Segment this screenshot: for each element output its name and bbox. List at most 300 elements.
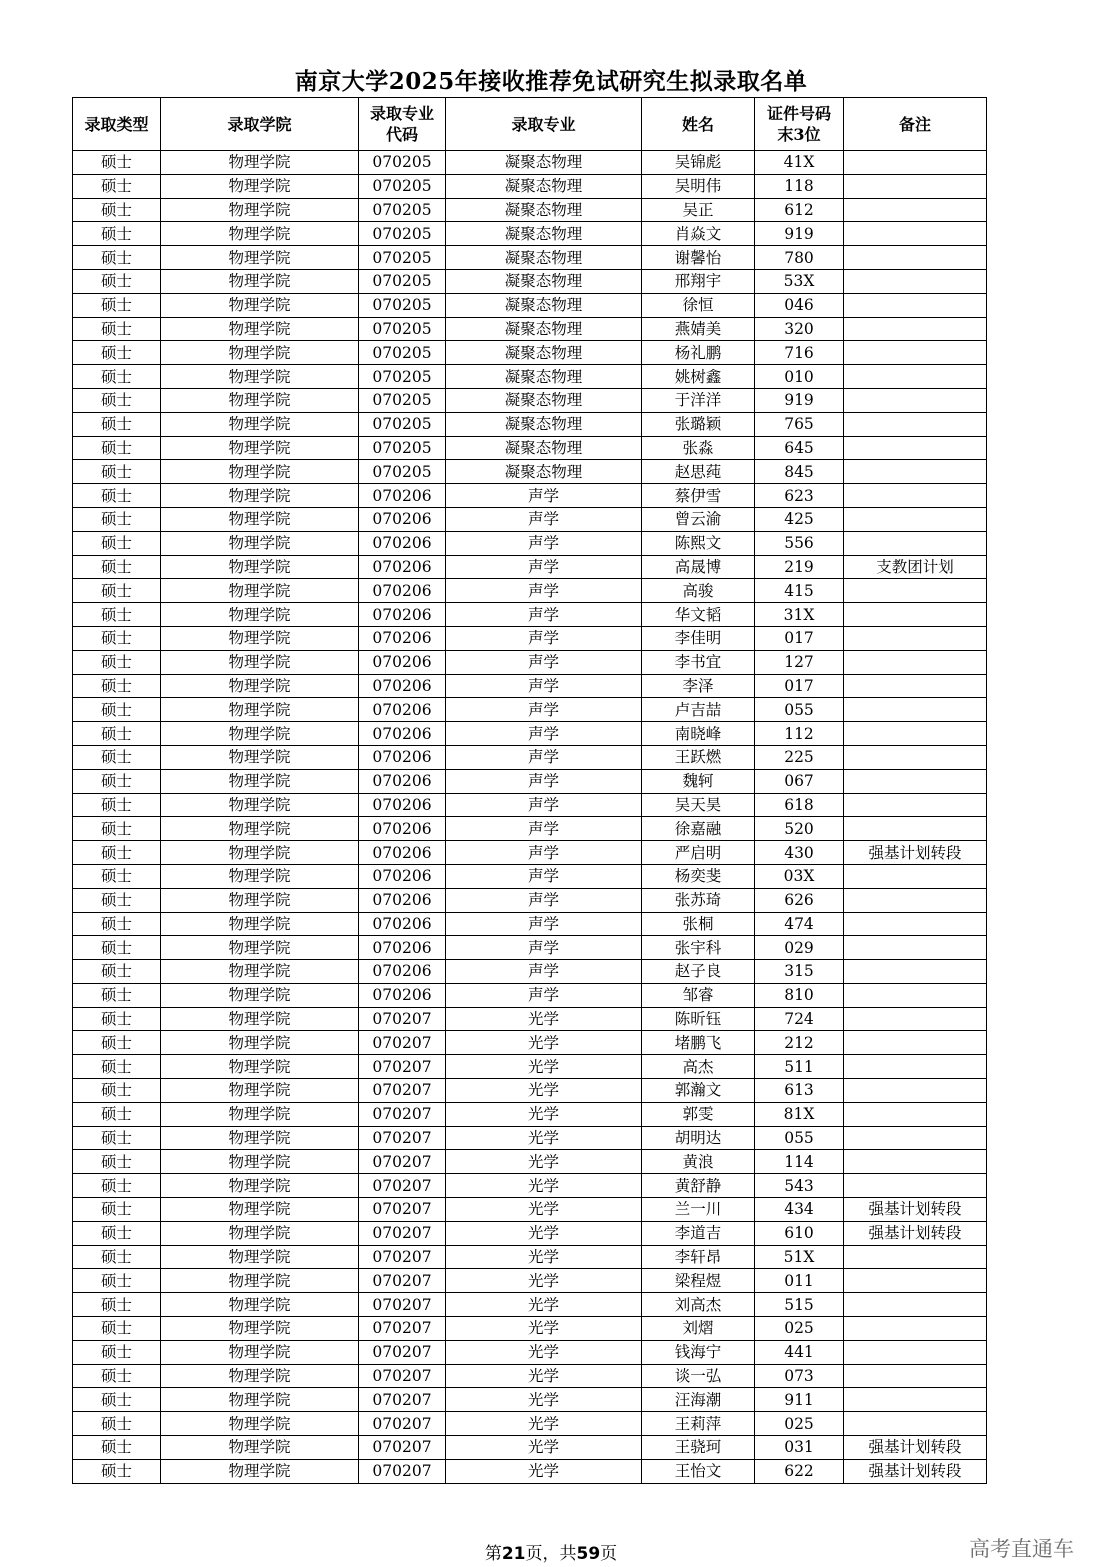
cell-name: 堵鹏飞 — [642, 1031, 755, 1055]
cell-major-code: 070206 — [359, 555, 446, 579]
cell-id-last3: 51X — [755, 1245, 844, 1269]
cell-major: 光学 — [446, 1340, 642, 1364]
cell-major: 声学 — [446, 484, 642, 508]
cell-college: 物理学院 — [161, 388, 359, 412]
cell-major: 声学 — [446, 579, 642, 603]
cell-name: 徐恒 — [642, 293, 755, 317]
cell-major-code: 070207 — [359, 1412, 446, 1436]
cell-admission-type: 硕士 — [73, 888, 161, 912]
cell-college: 物理学院 — [161, 269, 359, 293]
cell-admission-type: 硕士 — [73, 222, 161, 246]
table-row — [73, 1245, 987, 1269]
table-row — [73, 674, 987, 698]
cell-remarks — [844, 174, 987, 198]
table-row — [73, 151, 987, 175]
cell-major: 光学 — [446, 1126, 642, 1150]
cell-major-code: 070206 — [359, 650, 446, 674]
document-title: 南京大学2025年接收推荐免试研究生拟录取名单 — [294, 68, 808, 95]
cell-remarks — [844, 1126, 987, 1150]
cell-college: 物理学院 — [161, 365, 359, 389]
cell-remarks — [844, 817, 987, 841]
cell-major-code: 070207 — [359, 1198, 446, 1222]
table-row — [73, 1174, 987, 1198]
cell-admission-type: 硕士 — [73, 1245, 161, 1269]
cell-major: 凝聚态物理 — [446, 151, 642, 175]
cell-name: 梁程煜 — [642, 1269, 755, 1293]
cell-college: 物理学院 — [161, 555, 359, 579]
admission-list-table — [72, 97, 987, 1484]
cell-remarks — [844, 1245, 987, 1269]
table-row — [73, 1055, 987, 1079]
cell-admission-type: 硕士 — [73, 983, 161, 1007]
cell-admission-type: 硕士 — [73, 412, 161, 436]
cell-college: 物理学院 — [161, 1102, 359, 1126]
cell-major: 声学 — [446, 531, 642, 555]
cell-admission-type: 硕士 — [73, 1198, 161, 1222]
cell-major: 光学 — [446, 1459, 642, 1483]
cell-major: 声学 — [446, 769, 642, 793]
cell-admission-type: 硕士 — [73, 1364, 161, 1388]
cell-name: 郭瀚文 — [642, 1079, 755, 1103]
cell-major-code: 070207 — [359, 1388, 446, 1412]
cell-name: 陈昕钰 — [642, 1007, 755, 1031]
cell-admission-type: 硕士 — [73, 484, 161, 508]
cell-admission-type: 硕士 — [73, 1436, 161, 1460]
cell-college: 物理学院 — [161, 888, 359, 912]
cell-college: 物理学院 — [161, 769, 359, 793]
cell-name: 燕婧美 — [642, 317, 755, 341]
table-row — [73, 293, 987, 317]
cell-major-code: 070205 — [359, 317, 446, 341]
cell-major-code: 070207 — [359, 1221, 446, 1245]
cell-major: 凝聚态物理 — [446, 436, 642, 460]
cell-admission-type: 硕士 — [73, 793, 161, 817]
cell-remarks: 强基计划转段 — [844, 1198, 987, 1222]
cell-major: 凝聚态物理 — [446, 293, 642, 317]
cell-name: 邹睿 — [642, 983, 755, 1007]
cell-major: 声学 — [446, 936, 642, 960]
cell-major-code: 070206 — [359, 841, 446, 865]
table-row — [73, 341, 987, 365]
cell-remarks — [844, 960, 987, 984]
cell-remarks — [844, 864, 987, 888]
cell-admission-type: 硕士 — [73, 1007, 161, 1031]
cell-id-last3: 114 — [755, 1150, 844, 1174]
cell-admission-type: 硕士 — [73, 1269, 161, 1293]
cell-remarks: 强基计划转段 — [844, 1221, 987, 1245]
cell-id-last3: 474 — [755, 912, 844, 936]
cell-name: 张璐颖 — [642, 412, 755, 436]
table-row — [73, 579, 987, 603]
cell-remarks — [844, 341, 987, 365]
cell-remarks — [844, 1174, 987, 1198]
cell-remarks: 强基计划转段 — [844, 1436, 987, 1460]
cell-college: 物理学院 — [161, 1340, 359, 1364]
cell-id-last3: 067 — [755, 769, 844, 793]
cell-admission-type: 硕士 — [73, 1388, 161, 1412]
cell-name: 姚树鑫 — [642, 365, 755, 389]
table-row — [73, 1221, 987, 1245]
cell-id-last3: 911 — [755, 1388, 844, 1412]
cell-college: 物理学院 — [161, 1079, 359, 1103]
cell-admission-type: 硕士 — [73, 436, 161, 460]
cell-id-last3: 430 — [755, 841, 844, 865]
cell-remarks — [844, 151, 987, 175]
cell-admission-type: 硕士 — [73, 317, 161, 341]
table-row — [73, 1293, 987, 1317]
cell-college: 物理学院 — [161, 698, 359, 722]
cell-remarks — [844, 912, 987, 936]
cell-major-code: 070207 — [359, 1317, 446, 1341]
cell-remarks — [844, 626, 987, 650]
cell-id-last3: 53X — [755, 269, 844, 293]
watermark-text: 高考直通车 — [969, 1537, 1074, 1561]
cell-major-code: 070207 — [359, 1126, 446, 1150]
cell-remarks — [844, 1055, 987, 1079]
cell-major: 光学 — [446, 1198, 642, 1222]
cell-major-code: 070205 — [359, 365, 446, 389]
cell-major: 凝聚态物理 — [446, 174, 642, 198]
cell-id-last3: 543 — [755, 1174, 844, 1198]
cell-id-last3: 511 — [755, 1055, 844, 1079]
cell-major-code: 070206 — [359, 936, 446, 960]
cell-major-code: 070206 — [359, 888, 446, 912]
cell-remarks: 支教团计划 — [844, 555, 987, 579]
table-row — [73, 698, 987, 722]
table-row — [73, 269, 987, 293]
table-row — [73, 841, 987, 865]
cell-id-last3: 010 — [755, 365, 844, 389]
header-admission-type: 录取类型 — [73, 98, 161, 151]
cell-name: 张宇科 — [642, 936, 755, 960]
cell-name: 刘高杰 — [642, 1293, 755, 1317]
cell-admission-type: 硕士 — [73, 507, 161, 531]
cell-remarks — [844, 1102, 987, 1126]
cell-remarks — [844, 1317, 987, 1341]
cell-major-code: 070207 — [359, 1293, 446, 1317]
cell-id-last3: 622 — [755, 1459, 844, 1483]
table-row — [73, 650, 987, 674]
cell-major: 声学 — [446, 722, 642, 746]
cell-name: 赵子良 — [642, 960, 755, 984]
cell-major-code: 070206 — [359, 531, 446, 555]
cell-college: 物理学院 — [161, 460, 359, 484]
cell-id-last3: 425 — [755, 507, 844, 531]
header-major-code: 录取专业 代码 — [359, 98, 446, 151]
cell-id-last3: 724 — [755, 1007, 844, 1031]
cell-admission-type: 硕士 — [73, 1031, 161, 1055]
cell-id-last3: 046 — [755, 293, 844, 317]
cell-admission-type: 硕士 — [73, 626, 161, 650]
table-row — [73, 507, 987, 531]
cell-admission-type: 硕士 — [73, 198, 161, 222]
cell-id-last3: 118 — [755, 174, 844, 198]
table-row — [73, 1269, 987, 1293]
cell-admission-type: 硕士 — [73, 579, 161, 603]
cell-admission-type: 硕士 — [73, 151, 161, 175]
cell-remarks — [844, 269, 987, 293]
cell-major: 声学 — [446, 912, 642, 936]
cell-college: 物理学院 — [161, 1221, 359, 1245]
cell-major: 光学 — [446, 1031, 642, 1055]
cell-admission-type: 硕士 — [73, 1150, 161, 1174]
cell-admission-type: 硕士 — [73, 174, 161, 198]
cell-major-code: 070205 — [359, 246, 446, 270]
cell-remarks — [844, 317, 987, 341]
cell-name: 魏轲 — [642, 769, 755, 793]
cell-admission-type: 硕士 — [73, 936, 161, 960]
cell-name: 汪海潮 — [642, 1388, 755, 1412]
cell-name: 张淼 — [642, 436, 755, 460]
table-row — [73, 198, 987, 222]
cell-major: 声学 — [446, 626, 642, 650]
cell-name: 胡明达 — [642, 1126, 755, 1150]
cell-major-code: 070207 — [359, 1436, 446, 1460]
cell-id-last3: 055 — [755, 698, 844, 722]
cell-college: 物理学院 — [161, 793, 359, 817]
table-row — [73, 960, 987, 984]
table-row — [73, 1340, 987, 1364]
cell-major: 凝聚态物理 — [446, 341, 642, 365]
cell-college: 物理学院 — [161, 246, 359, 270]
cell-id-last3: 613 — [755, 1079, 844, 1103]
cell-major: 光学 — [446, 1055, 642, 1079]
page-footer — [0, 1541, 1102, 1567]
cell-id-last3: 645 — [755, 436, 844, 460]
table-row — [73, 1364, 987, 1388]
cell-college: 物理学院 — [161, 817, 359, 841]
table-row — [73, 246, 987, 270]
cell-admission-type: 硕士 — [73, 864, 161, 888]
cell-admission-type: 硕士 — [73, 341, 161, 365]
table-row — [73, 1459, 987, 1483]
cell-id-last3: 219 — [755, 555, 844, 579]
cell-remarks — [844, 1340, 987, 1364]
cell-college: 物理学院 — [161, 317, 359, 341]
cell-major: 声学 — [446, 674, 642, 698]
cell-id-last3: 127 — [755, 650, 844, 674]
table-row — [73, 222, 987, 246]
cell-name: 李佳明 — [642, 626, 755, 650]
cell-name: 严启明 — [642, 841, 755, 865]
table-row — [73, 745, 987, 769]
cell-college: 物理学院 — [161, 1007, 359, 1031]
cell-name: 张桐 — [642, 912, 755, 936]
table-row — [73, 1198, 987, 1222]
cell-remarks — [844, 1412, 987, 1436]
cell-name: 黄舒静 — [642, 1174, 755, 1198]
cell-major-code: 070207 — [359, 1340, 446, 1364]
table-row — [73, 1412, 987, 1436]
cell-name: 谈一弘 — [642, 1364, 755, 1388]
table-row — [73, 1031, 987, 1055]
cell-admission-type: 硕士 — [73, 293, 161, 317]
cell-major: 光学 — [446, 1269, 642, 1293]
cell-remarks — [844, 1031, 987, 1055]
cell-major: 光学 — [446, 1102, 642, 1126]
cell-admission-type: 硕士 — [73, 1102, 161, 1126]
table-row — [73, 769, 987, 793]
cell-major-code: 070206 — [359, 579, 446, 603]
cell-college: 物理学院 — [161, 341, 359, 365]
cell-major-code: 070206 — [359, 960, 446, 984]
cell-remarks — [844, 531, 987, 555]
cell-college: 物理学院 — [161, 912, 359, 936]
cell-admission-type: 硕士 — [73, 1412, 161, 1436]
table-row — [73, 983, 987, 1007]
cell-major-code: 070205 — [359, 293, 446, 317]
cell-admission-type: 硕士 — [73, 555, 161, 579]
cell-id-last3: 41X — [755, 151, 844, 175]
cell-remarks — [844, 460, 987, 484]
cell-major: 光学 — [446, 1245, 642, 1269]
cell-major: 凝聚态物理 — [446, 222, 642, 246]
cell-college: 物理学院 — [161, 1174, 359, 1198]
cell-name: 高骏 — [642, 579, 755, 603]
cell-college: 物理学院 — [161, 1412, 359, 1436]
cell-name: 张苏琦 — [642, 888, 755, 912]
cell-admission-type: 硕士 — [73, 650, 161, 674]
cell-remarks — [844, 198, 987, 222]
cell-name: 赵思莼 — [642, 460, 755, 484]
cell-college: 物理学院 — [161, 722, 359, 746]
table-row — [73, 936, 987, 960]
table-row — [73, 1126, 987, 1150]
cell-college: 物理学院 — [161, 412, 359, 436]
cell-name: 李泽 — [642, 674, 755, 698]
cell-admission-type: 硕士 — [73, 960, 161, 984]
cell-name: 邢翔宇 — [642, 269, 755, 293]
cell-admission-type: 硕士 — [73, 1293, 161, 1317]
cell-college: 物理学院 — [161, 484, 359, 508]
cell-college: 物理学院 — [161, 222, 359, 246]
cell-admission-type: 硕士 — [73, 698, 161, 722]
cell-name: 钱海宁 — [642, 1340, 755, 1364]
table-row — [73, 864, 987, 888]
cell-college: 物理学院 — [161, 579, 359, 603]
cell-major-code: 070207 — [359, 1150, 446, 1174]
cell-id-last3: 03X — [755, 864, 844, 888]
cell-major-code: 070205 — [359, 269, 446, 293]
cell-major-code: 070207 — [359, 1055, 446, 1079]
cell-id-last3: 017 — [755, 626, 844, 650]
cell-id-last3: 810 — [755, 983, 844, 1007]
cell-major-code: 070206 — [359, 864, 446, 888]
table-row — [73, 1317, 987, 1341]
cell-id-last3: 320 — [755, 317, 844, 341]
cell-remarks — [844, 745, 987, 769]
cell-major: 声学 — [446, 507, 642, 531]
cell-major-code: 070206 — [359, 626, 446, 650]
cell-id-last3: 212 — [755, 1031, 844, 1055]
cell-id-last3: 610 — [755, 1221, 844, 1245]
cell-major: 凝聚态物理 — [446, 412, 642, 436]
table-row — [73, 888, 987, 912]
cell-major-code: 070207 — [359, 1269, 446, 1293]
table-row — [73, 436, 987, 460]
cell-major: 光学 — [446, 1364, 642, 1388]
cell-id-last3: 612 — [755, 198, 844, 222]
cell-admission-type: 硕士 — [73, 1055, 161, 1079]
cell-remarks — [844, 507, 987, 531]
cell-name: 王跃燃 — [642, 745, 755, 769]
cell-remarks — [844, 222, 987, 246]
cell-major: 声学 — [446, 864, 642, 888]
table-body — [73, 151, 987, 1484]
cell-remarks: 强基计划转段 — [844, 841, 987, 865]
cell-major-code: 070207 — [359, 1079, 446, 1103]
cell-admission-type: 硕士 — [73, 388, 161, 412]
cell-admission-type: 硕士 — [73, 912, 161, 936]
cell-college: 物理学院 — [161, 1198, 359, 1222]
cell-remarks — [844, 246, 987, 270]
header-id-last3: 证件号码 末3位 — [755, 98, 844, 151]
cell-college: 物理学院 — [161, 1388, 359, 1412]
cell-id-last3: 441 — [755, 1340, 844, 1364]
cell-major-code: 070206 — [359, 698, 446, 722]
cell-major: 光学 — [446, 1293, 642, 1317]
cell-college: 物理学院 — [161, 745, 359, 769]
cell-major-code: 070205 — [359, 412, 446, 436]
table-row — [73, 1102, 987, 1126]
cell-id-last3: 81X — [755, 1102, 844, 1126]
cell-name: 陈熙文 — [642, 531, 755, 555]
cell-admission-type: 硕士 — [73, 722, 161, 746]
cell-name: 王莉萍 — [642, 1412, 755, 1436]
cell-remarks — [844, 293, 987, 317]
cell-name: 徐嘉融 — [642, 817, 755, 841]
cell-id-last3: 780 — [755, 246, 844, 270]
cell-id-last3: 073 — [755, 1364, 844, 1388]
cell-name: 刘熠 — [642, 1317, 755, 1341]
cell-major: 凝聚态物理 — [446, 198, 642, 222]
cell-major-code: 070207 — [359, 1174, 446, 1198]
cell-major: 光学 — [446, 1412, 642, 1436]
cell-id-last3: 025 — [755, 1412, 844, 1436]
cell-college: 物理学院 — [161, 151, 359, 175]
cell-remarks — [844, 1293, 987, 1317]
table-row — [73, 317, 987, 341]
cell-admission-type: 硕士 — [73, 745, 161, 769]
cell-id-last3: 919 — [755, 222, 844, 246]
cell-name: 吴锦彪 — [642, 151, 755, 175]
footer-middle: 页，共 — [525, 1544, 577, 1564]
cell-major: 声学 — [446, 603, 642, 627]
cell-admission-type: 硕士 — [73, 1317, 161, 1341]
cell-major: 声学 — [446, 960, 642, 984]
cell-name: 郭雯 — [642, 1102, 755, 1126]
cell-id-last3: 520 — [755, 817, 844, 841]
cell-major-code: 070205 — [359, 388, 446, 412]
cell-major-code: 070205 — [359, 151, 446, 175]
cell-name: 李书宜 — [642, 650, 755, 674]
cell-remarks — [844, 1269, 987, 1293]
cell-admission-type: 硕士 — [73, 1221, 161, 1245]
cell-major-code: 070206 — [359, 507, 446, 531]
table-row — [73, 1436, 987, 1460]
cell-college: 物理学院 — [161, 1364, 359, 1388]
cell-major-code: 070206 — [359, 793, 446, 817]
cell-college: 物理学院 — [161, 436, 359, 460]
cell-major: 光学 — [446, 1007, 642, 1031]
cell-admission-type: 硕士 — [73, 1126, 161, 1150]
cell-major: 凝聚态物理 — [446, 460, 642, 484]
cell-remarks — [844, 793, 987, 817]
table-row — [73, 1007, 987, 1031]
cell-name: 卢吉喆 — [642, 698, 755, 722]
cell-major-code: 070205 — [359, 436, 446, 460]
cell-remarks — [844, 1079, 987, 1103]
